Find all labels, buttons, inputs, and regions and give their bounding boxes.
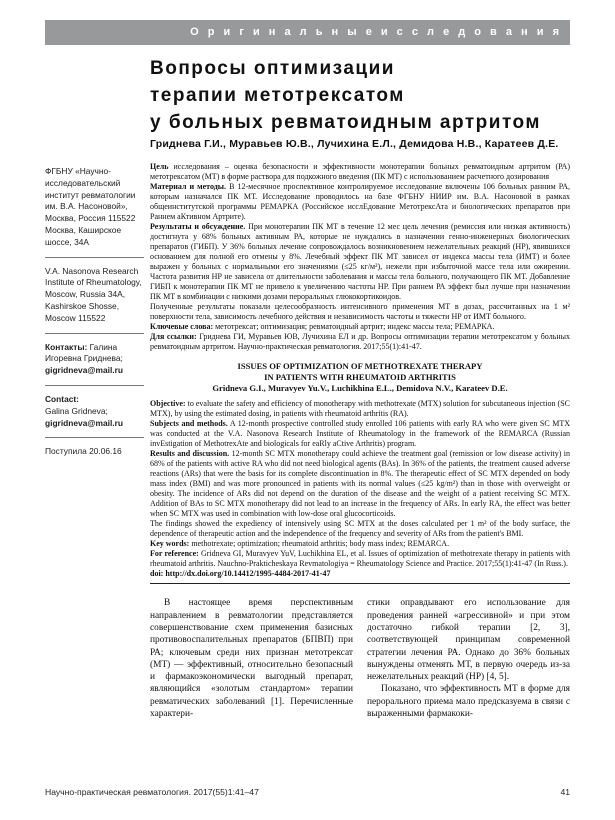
abstract-ru bbox=[150, 162, 570, 352]
article-title-line: Вопросы оптимизации bbox=[150, 58, 395, 79]
affiliation-en: V.A. Nasonova Research Institute of Rheumatology, Moscow, Russia 34A, Kashirskoe Shosse, Moscow 115522 bbox=[45, 266, 144, 334]
divider-rule bbox=[150, 583, 570, 584]
contacts-ru-label: Контакты: bbox=[45, 341, 88, 352]
sidebar bbox=[45, 166, 144, 474]
article-title-en-line: ISSUES OF OPTIMIZATION OF METHOTREXATE THERAPY bbox=[237, 361, 483, 371]
article-title-line: терапии метотрексатом bbox=[150, 85, 405, 106]
body-paragraph: Показано, что эффективность МТ в форме для перорального приема мало предсказуема в связи с выраженными фармакоки- bbox=[367, 684, 570, 720]
keywords-ru: Ключевые слова: метотрексат; оптимизация; ревматоидный артрит; индекс массы тела; РЕМАРКА. bbox=[150, 322, 495, 331]
reference-en: For reference: Gridneva GI, Muravyev YuV, Luchikhina EL, et al. Issues of optimization of methotrexate therapy in patients with rheumatoid arthritis. Nauchno-Prakticheskaya Revmatologiya = Rheumatology Science and Practice. 2017;55(1):41-47 (In Russ.). bbox=[150, 549, 570, 569]
article-title-en bbox=[150, 361, 570, 393]
page-number: 41 bbox=[560, 787, 570, 797]
body-paragraph: стики оправдывают его использование для проведения ранней «агрессивной» и при этом достаточно гибкой терапии [2, 3], соответствующей принципам современной стратегии лечения РА. Однако до 36% больных вынуждены отменять МТ, в первую очередь из-за нежелательных реакций (НР) [4, 5]. bbox=[367, 598, 570, 683]
body-column-left bbox=[150, 597, 353, 720]
abstract-paragraph: The findings showed the expediency of intensively using SC MTX at the doses calculated per 1 m² of the body surface, the dependence of therapeutic action and the independence of the frequency and severity of ARs from the patient's BMI. bbox=[150, 519, 570, 539]
affiliation-ru: ФГБНУ «Научно-исследовательский институт ревматологии им. В.А. Насоновой», Москва, Россия 115522 Москва, Каширское шоссе, 34А bbox=[45, 166, 144, 258]
reference-ru: Для ссылки: Гриднева ГИ, Муравьев ЮВ, Лучихина ЕЛ и др. Вопросы оптимизации терапии метотрексатом у больных ревматоидным артритом. Научно-практическая ревматология. 2017;55(1):41-47. bbox=[150, 332, 570, 351]
contact-en bbox=[45, 394, 144, 438]
keywords-en: Key words: methotrexate; optimization; rheumatoid arthritis; body mass index; REMARCA. bbox=[150, 539, 450, 549]
section-band-label: О р и г и н а л ь н ы е и с с л е д о в а н и я bbox=[190, 26, 562, 38]
abstract-paragraph: Материал и методы. В 12-месячное проспективное контролируемое исследование включены 106 больных ранним РА, которым назначался ПК МТ. Исследование проводилось на базе ФГБНУ НИИР им. В.А. Насоновой в рамках общеинститутской программы РЕМАРКА (Российское исслЕдование МетотрексАта и биологических препаратов при Раннем аКтивном Артрите). bbox=[150, 182, 570, 221]
article-title-ru bbox=[150, 55, 590, 136]
doi-link[interactable]: doi: http://dx.doi.org/10.14412/1995-4484-2017-41-47 bbox=[150, 569, 331, 579]
abstract-paragraph: Цель исследования – оценка безопасности и эффективности монотерапии больных ревматоидным артритом (РА) метотрексатом (МТ) в форме раствора для подкожного введения (ПК МТ) с использованием расчетного дозирования bbox=[150, 162, 570, 181]
abstract-paragraph: Полученные результаты показали целесообразность интенсивного применения МТ в дозах, рассчитанных на 1 м² поверхности тела, зависимость лечебного действия и независимость частоты и тяжести НР от ИМТ больного. bbox=[150, 302, 570, 321]
authors-en: Gridneva G.I., Muravyev Yu.V., Luchikhina E.L., Demidova N.V., Karateev D.E. bbox=[212, 382, 508, 393]
body-text bbox=[150, 597, 570, 720]
article-title-en-line: IN PATIENTS WITH RHEUMATOID ARTHRITIS bbox=[264, 371, 456, 382]
contacts-ru-name: Галина Игоревна Гриднева; bbox=[45, 341, 123, 364]
contact-en-name: Galina Gridneva; bbox=[45, 405, 108, 416]
contacts-ru-email[interactable]: gigridneva@mail.ru bbox=[45, 365, 123, 376]
received-date: Поступила 20.06.16 bbox=[45, 446, 122, 457]
abstract-paragraph: Results and discussion. 12-month SC MTX monotherapy could achieve the treatment goal (remission or low disease activity) in 68% of the patients with active RA who did not need biological agents (BAs). In 36% of the patients, the treatment caused adverse reactions (ARs) that were the basis for its complete discontinuation in 8%. The therapeutic effect of SC MTX depended on body mass index (BMI) and was more pronounced in patients with its normal values (≤25 kg/m²) than in those with overweight or obesity. The incidence of ARs did not depend on the duration of the disease and the weight of a patient receiving SC MTX. Addition of BAs to SC MTX monotherapy did not lead to an increase in the frequency of ARs. In early RA, the effect was better when SC MTX was used in combination with low-dose oral glucocorticoids. bbox=[150, 449, 570, 519]
footer-journal-ref: Научно-практическая ревматология. 2017(55)1:41–47 bbox=[45, 787, 259, 797]
abstract-paragraph: Objective: to evaluate the safety and efficiency of monotherapy with methotrexate (MTX) solution for subcutaneous injection (SC MTX), by using the estimated dosing, in patients with rheumatoid arthritis (RA). bbox=[150, 399, 570, 419]
contacts-ru bbox=[45, 342, 144, 386]
body-column-right bbox=[367, 597, 570, 720]
abstract-paragraph: Subjects and methods. A 12-month prospective controlled study enrolled 106 patients with early RA who were given SC MTX was conducted at the V.A. Nasonova Research Institute of Rheumatology in the framework of the REMARCA (Russian invEstigation of MethotrexAte and biologicals for eaRly aCtive Arthritis) program. bbox=[150, 419, 570, 449]
section-band bbox=[45, 20, 570, 45]
authors-ru: Гриднева Г.И., Муравьев Ю.В., Лучихина Е.Л., Демидова Н.В., Каратеев Д.Е. bbox=[150, 138, 559, 150]
main-column bbox=[150, 162, 570, 720]
abstract-paragraph: Результаты и обсуждение. При монотерапии ПК МТ в течение 12 мес цель лечения (ремиссия или низкая активность) достигнута у 68% больных активным РА, которые не нуждались в назначении генно-инженерных биологических препаратов (ГИБП). У 36% больных лечение сопровождалось возникновением нежелательных реакций (НР), явившихся основанием для полной его отмены у 8%. Лечебный эффект ПК МТ зависел от индекса массы тела (ИМТ) и более выражен у больных с нормальными его значениями (≤25 кг/м²), нежели при избыточной массе тела или ожирении. Частота развития НР не зависела от длительности заболевания и массы тела больного, получающего ПК МТ. Добавление ГИБП к монотерапии ПК МТ не привело к увеличению частоты НР. При раннем РА эффект был лучше при назначении ПК МТ в комбинации с низкими дозами пероральных глюкокортикоидов. bbox=[150, 222, 570, 301]
page-footer bbox=[45, 787, 570, 797]
contact-en-label: Contact: bbox=[45, 393, 79, 404]
contact-en-email[interactable]: gigridneva@mail.ru bbox=[45, 417, 123, 428]
body-paragraph: В настоящее время перспективным направлением в ревматологии представляется совершенствование схем применения базисных противовоспалительных препаратов (БПВП) при РА; ключевым среди них признан метотрексат (МТ) — эффективный, относительно безопасный и фармакоэкономически выгодный препарат, являющийся «золотым стандартом» терапии ревматических заболеваний [1]. Перечисленные характери- bbox=[150, 598, 353, 720]
abstract-en bbox=[150, 399, 570, 579]
article-title-line: у больных ревматоидным артритом bbox=[150, 112, 541, 133]
